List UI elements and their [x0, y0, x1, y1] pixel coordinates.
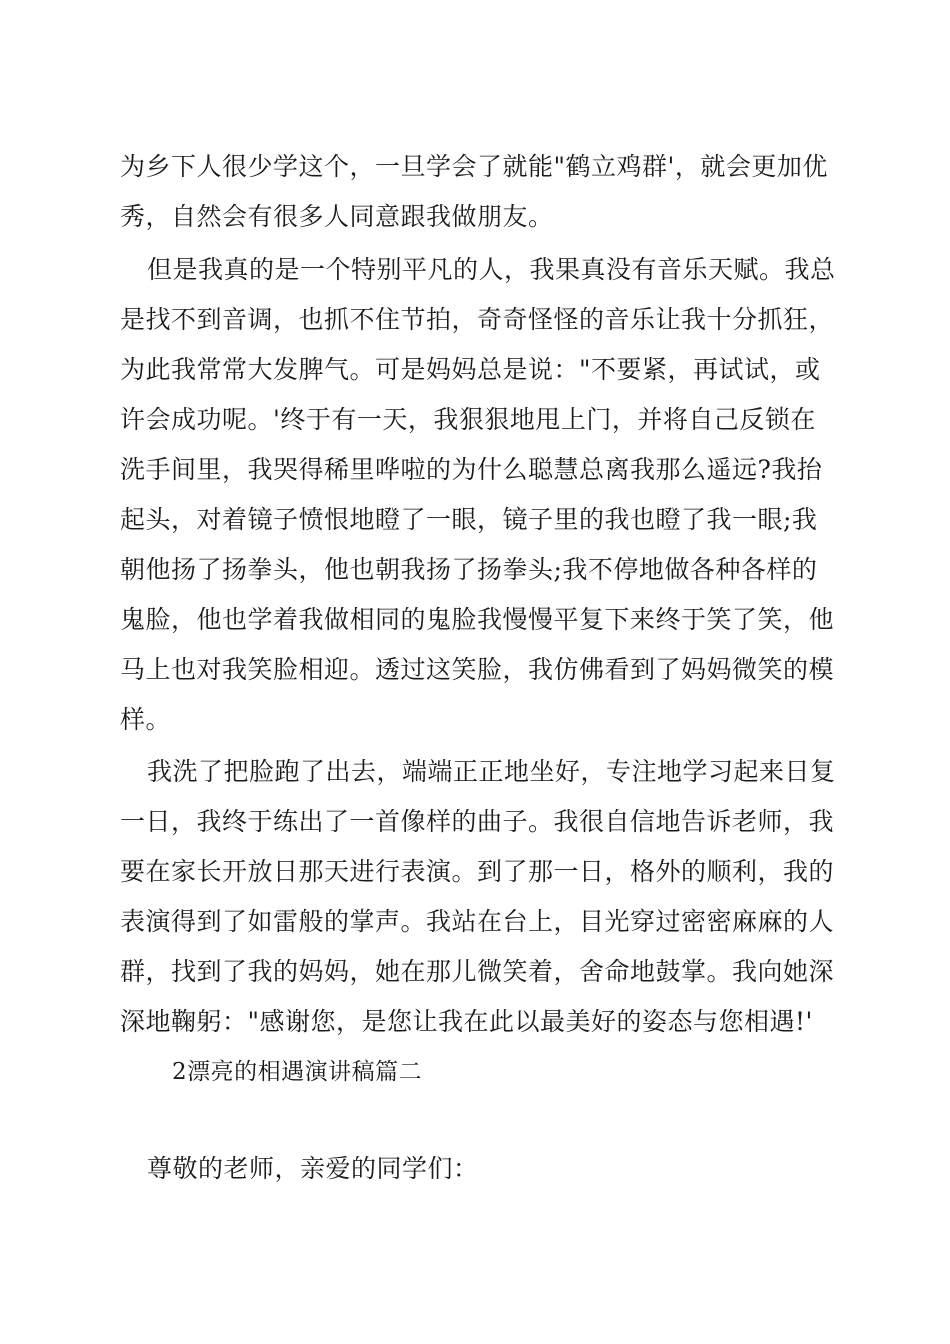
text-line: 一日，我终于练出了一首像样的曲子。我很自信地告诉老师，我	[120, 807, 835, 836]
text-line: 马上也对我笑脸相迎。透过这笑脸，我仿佛看到了妈妈微笑的模	[120, 655, 835, 684]
section-heading: 2漂亮的相遇演讲稿篇二	[172, 1059, 423, 1085]
text-line: 洗手间里，我哭得稀里哗啦的为什么聪慧总离我那么遥远?我抬	[120, 455, 823, 484]
text-line: 为乡下人很少学这个，一旦学会了就能"鹤立鸡群'，就会更加优	[120, 152, 828, 181]
text-line: 朝他扬了扬拳头，他也朝我扬了扬拳头;我不停地做各种各样的	[120, 555, 818, 584]
text-line: 是找不到音调，也抓不住节拍，奇奇怪怪的音乐让我十分抓狂，	[120, 305, 835, 334]
text-line: 深地鞠躬："感谢您，是您让我在此以最美好的姿态与您相遇!'	[120, 1007, 813, 1036]
text-line: 秀，自然会有很多人同意跟我做朋友。	[120, 202, 554, 231]
text-line: 表演得到了如雷般的掌声。我站在台上，目光穿过密密麻麻的人	[120, 907, 835, 936]
text-line: 要在家长开放日那天进行表演。到了那一日，格外的顺利，我的	[120, 857, 835, 886]
text-line: 但是我真的是一个特别平凡的人，我果真没有音乐天赋。我总	[147, 255, 836, 284]
salutation: 尊敬的老师，亲爱的同学们：	[147, 1154, 479, 1183]
text-line: 为此我常常大发脾气。可是妈妈总是说："不要紧，再试试，或	[120, 355, 821, 384]
text-line: 起头，对着镜子愤恨地瞪了一眼，镜子里的我也瞪了我一眼;我	[120, 505, 818, 534]
text-line: 群，找到了我的妈妈，她在那儿微笑着，舍命地鼓掌。我向她深	[120, 957, 835, 986]
text-line: 样。	[120, 705, 172, 734]
text-line: 鬼脸，他也学着我做相同的鬼脸我慢慢平复下来终于笑了笑，他	[120, 605, 835, 634]
text-line: 我洗了把脸跑了出去，端端正正地坐好，专注地学习起来日复	[147, 757, 836, 786]
text-line: 许会成功呢。'终于有一天，我狠狠地甩上门，并将自己反锁在	[120, 405, 816, 434]
